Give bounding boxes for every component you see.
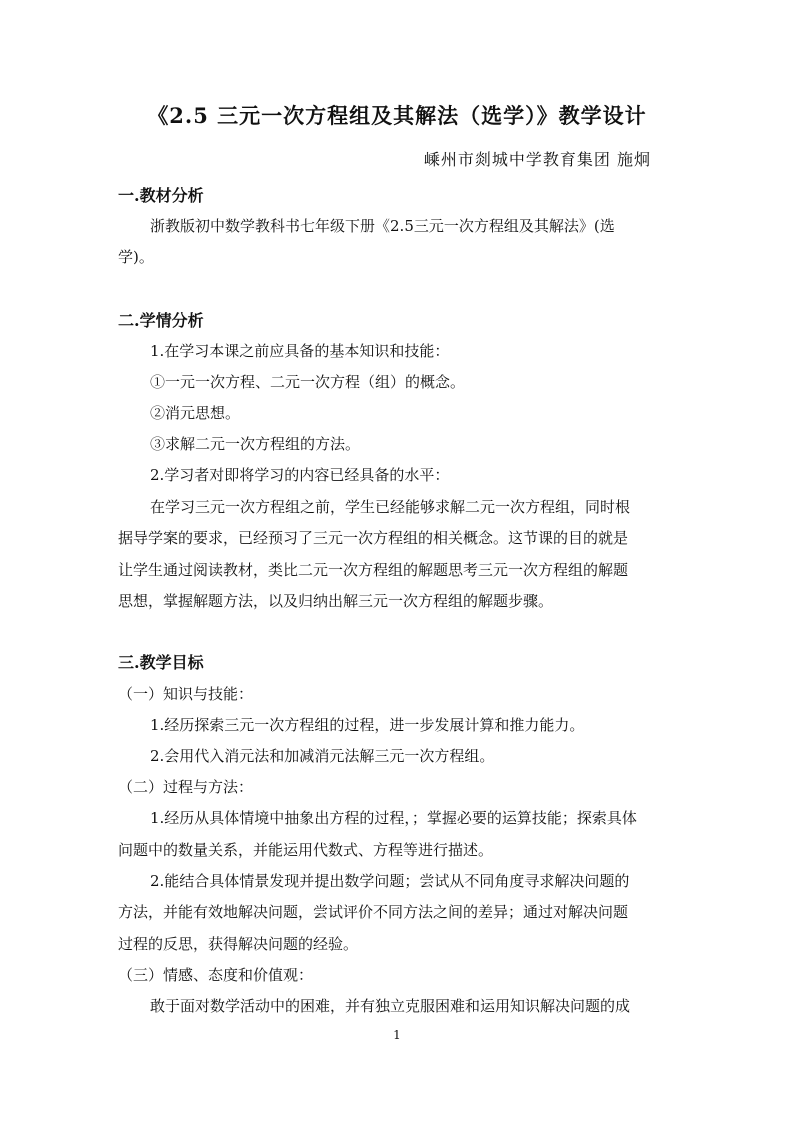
document-author: 嵊州市剡城中学教育集团 施炯 <box>423 150 651 169</box>
paragraph-line: 2.能结合具体情景发现并提出数学问题；尝试从不同角度寻求解决问题的 <box>150 872 630 890</box>
paragraph-line: 让学生通过阅读教材，类比二元一次方程组的解题思考三元一次方程组的解题 <box>118 561 629 579</box>
section-heading-3: 三.教学目标 <box>118 653 204 672</box>
subsection-heading: （三）情感、态度和价值观： <box>118 966 314 984</box>
paragraph-line: 1.经历探索三元一次方程组的过程，进一步发展计算和推力能力。 <box>150 716 585 734</box>
subsection-heading: （二）过程与方法： <box>118 778 254 796</box>
paragraph-line: 在学习三元一次方程组之前，学生已经能够求解二元一次方程组，同时根 <box>150 498 631 516</box>
paragraph-line: 问题中的数量关系，并能运用代数式、方程等进行描述。 <box>118 841 494 859</box>
section-heading-2: 二.学情分析 <box>118 311 204 330</box>
page-number: 1 <box>393 1028 401 1042</box>
paragraph-line: ②消元思想。 <box>150 404 241 422</box>
document-title: 《2.5 三元一次方程组及其解法（选学）》教学设计 <box>147 103 647 128</box>
paragraph-line: 浙教版初中数学教科书七年级下册《2.5三元一次方程组及其解法》(选 <box>150 217 615 235</box>
paragraph-line: 敢于面对数学活动中的困难，并有独立克服困难和运用知识解决问题的成 <box>150 997 631 1015</box>
paragraph-line: 1.在学习本课之前应具备的基本知识和技能： <box>150 342 450 360</box>
paragraph-line: 2.会用代入消元法和加减消元法解三元一次方程组。 <box>150 747 495 765</box>
section-heading-1: 一.教材分析 <box>118 186 204 205</box>
paragraph-line: 1.经历从具体情境中抽象出方程的过程，；掌握必要的运算技能；探索具体 <box>150 809 637 827</box>
paragraph-line: 过程的反思，获得解决问题的经验。 <box>118 935 359 953</box>
paragraph-line: 思想，掌握解题方法，以及归纳出解三元一次方程组的解题步骤。 <box>118 592 554 610</box>
paragraph-line: ①一元一次方程、二元一次方程（组）的概念。 <box>150 373 466 391</box>
paragraph-line: 方法，并能有效地解决问题，尝试评价不同方法之间的差异；通过对解决问题 <box>118 903 629 921</box>
paragraph-line: 学)。 <box>118 248 154 266</box>
paragraph-line: 据导学案的要求，已经预习了三元一次方程组的相关概念。这节课的目的就是 <box>118 529 629 547</box>
paragraph-line: 2.学习者对即将学习的内容已经具备的水平： <box>150 466 450 484</box>
subsection-heading: （一）知识与技能： <box>118 685 254 703</box>
paragraph-line: ③求解二元一次方程组的方法。 <box>150 435 361 453</box>
